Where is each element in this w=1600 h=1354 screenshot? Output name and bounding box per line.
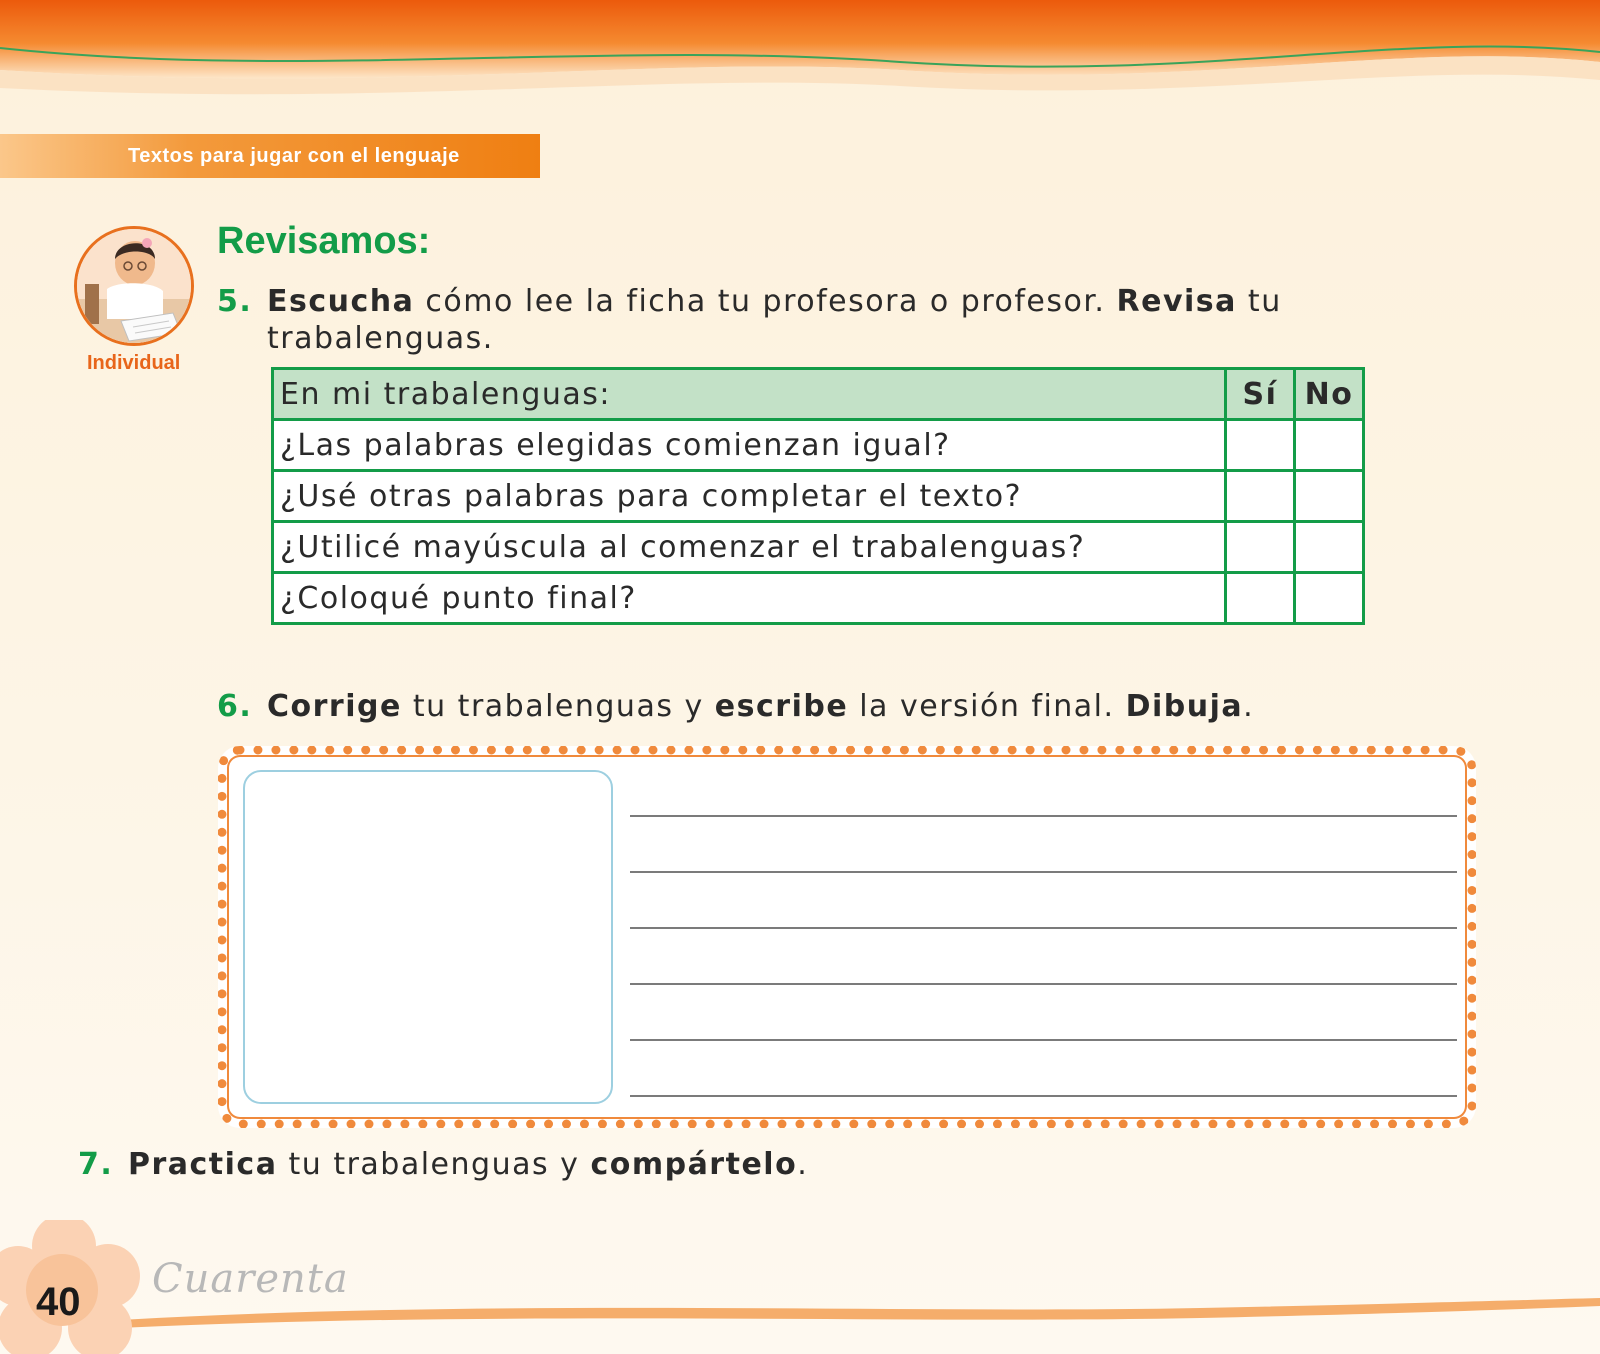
page-number-word: Cuarenta [152,1256,349,1302]
yes-checkbox[interactable] [1226,420,1295,471]
instruction-text: Practica tu trabalenguas y compártelo. [128,1147,809,1182]
no-column-header: No [1295,369,1364,420]
checklist-question: ¿Utilicé mayúscula al comenzar el trabalenguas? [273,522,1226,573]
individual-label: Individual [87,352,181,374]
section-title: Textos para jugar con el lenguaje [128,145,460,167]
writing-line[interactable] [630,815,1457,817]
section-tag [0,134,540,178]
instruction-number: 5. [217,284,253,319]
instruction-number: 7. [78,1147,114,1182]
no-checkbox[interactable] [1295,573,1364,624]
checklist-header: En mi trabalenguas: [273,369,1226,420]
table-row [273,420,1364,471]
review-checklist [271,367,1365,625]
writing-line[interactable] [630,871,1457,873]
table-row [273,522,1364,573]
yes-checkbox[interactable] [1226,471,1295,522]
instruction-number: 6. [217,689,253,724]
top-banner [0,0,1600,110]
checklist-question: ¿Usé otras palabras para completar el texto? [273,471,1226,522]
no-checkbox[interactable] [1295,420,1364,471]
yes-checkbox[interactable] [1226,573,1295,624]
no-checkbox[interactable] [1295,522,1364,573]
yes-column-header: Sí [1226,369,1295,420]
writing-line[interactable] [630,983,1457,985]
yes-checkbox[interactable] [1226,522,1295,573]
checklist-question: ¿Las palabras elegidas comienzan igual? [273,420,1226,471]
student-avatar [74,226,194,346]
instruction-text: Corrige tu trabalenguas y escribe la versión final. Dibuja. [267,689,1255,724]
table-row [273,471,1364,522]
checklist-question: ¿Coloqué punto final? [273,573,1226,624]
writing-line[interactable] [630,1039,1457,1041]
writing-line[interactable] [630,927,1457,929]
instruction-text: Escucha cómo lee la ficha tu profesora o profesor. Revisa tu trabalenguas. [267,284,1282,356]
student-writing-icon [77,229,191,343]
writing-line[interactable] [630,1095,1457,1097]
drawing-area[interactable] [243,770,613,1104]
page-number: 40 [36,1280,81,1324]
checklist-header-row [273,369,1364,420]
no-checkbox[interactable] [1295,471,1364,522]
table-row [273,573,1364,624]
section-heading: Revisamos: [217,220,431,262]
